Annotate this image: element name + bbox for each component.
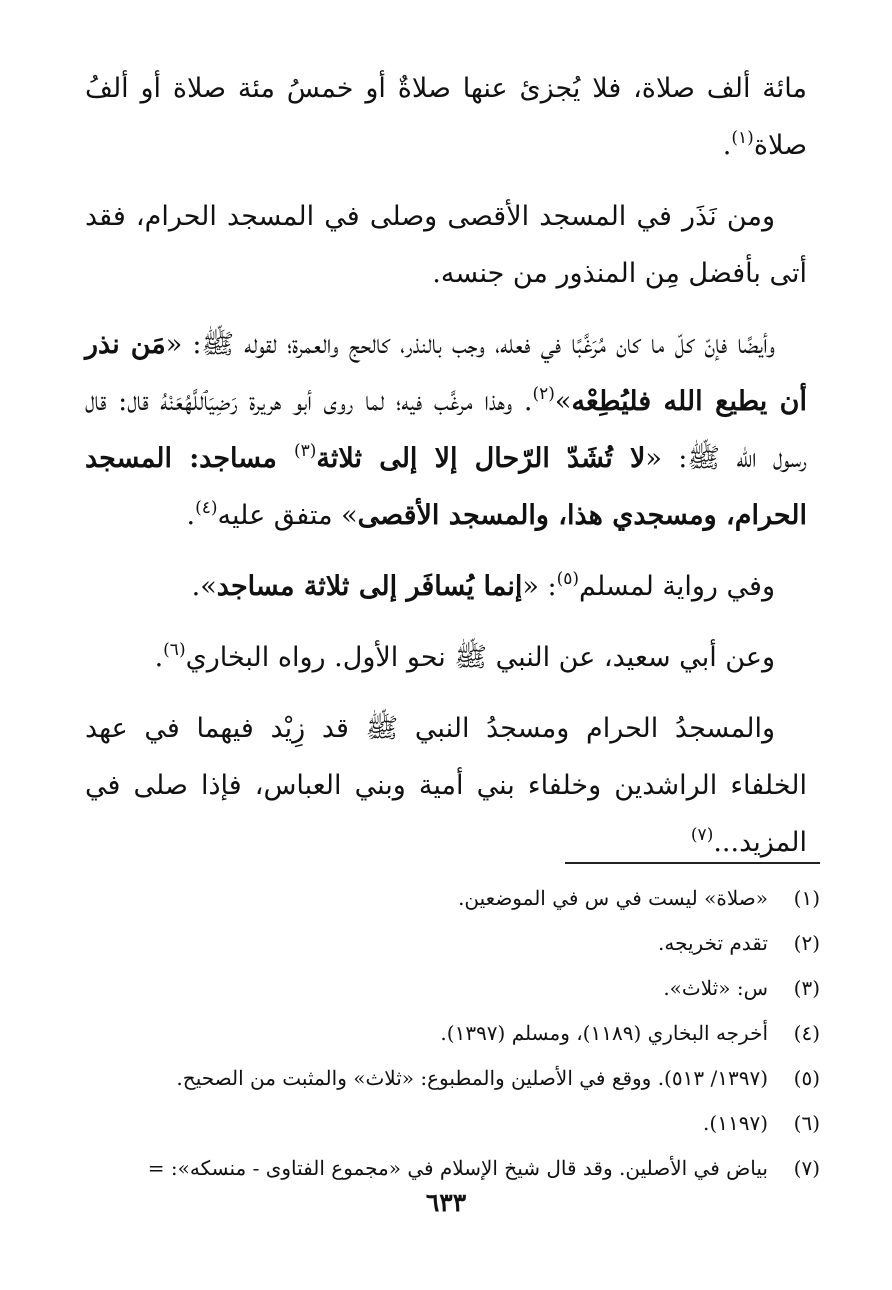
paragraph-2 xyxy=(85,188,807,302)
hadith-quote-2a: لا تُشَدّ الرّحال إلا إلى ثلاثة xyxy=(316,443,646,474)
paragraph-3 xyxy=(85,316,807,544)
footnote-3 xyxy=(60,966,820,1011)
page-number: ٦٣٣ xyxy=(425,1188,467,1217)
paragraph-4-text-a: وفي رواية لمسلم xyxy=(578,571,775,602)
footnote-ref-4: (٤) xyxy=(195,498,218,518)
footnote-number: (١) xyxy=(793,886,820,910)
footnote-text: (١٣٩٧/ ٥١٣). ووقع في الأصلين والمطبوع: «ثلاث» والمثبت من الصحيح. xyxy=(176,1066,768,1090)
paragraph-3-text-a: وأيضًا فإنّ كلّ ما كان مُرَغَّبًا في فعله، وجب بالنذر، كالحج والعمرة؛ لقوله ﷺ: « xyxy=(165,329,775,360)
paragraph-3-text-c: » متفق عليه xyxy=(217,500,358,531)
footnote-text: أخرجه البخاري (١١٨٩)، ومسلم (١٣٩٧). xyxy=(440,1021,768,1045)
footnote-7 xyxy=(60,1146,820,1191)
footnote-number: (٦) xyxy=(793,1111,820,1135)
footnote-6 xyxy=(60,1101,820,1146)
quote-close-1: » xyxy=(554,386,572,417)
paragraph-5-text: وعن أبي سعيد، عن النبي ﷺ نحو الأول. رواه البخاري xyxy=(185,642,775,673)
footnote-4 xyxy=(60,1011,820,1056)
footnote-ref-6: (٦) xyxy=(163,640,186,660)
main-text xyxy=(85,60,807,871)
paragraph-1-end: . xyxy=(722,130,732,161)
footnote-text: س: «ثلاث». xyxy=(663,976,768,1000)
footnote-number: (٢) xyxy=(793,931,820,955)
paragraph-1 xyxy=(85,60,807,174)
paragraph-6 xyxy=(85,700,807,871)
footnote-number: (٣) xyxy=(793,976,820,1000)
paragraph-4-text-b: : « xyxy=(522,571,557,602)
paragraph-3-text-b: . وهذا مرغَّب فيه؛ لما روى أبو هريرة رَضِيَٱللَّهُعَنْهُ قال: قال رسول الله ﷺ: « xyxy=(85,386,807,474)
hadith-quote-3: إنما يُسافَر إلى ثلاثة مساجد xyxy=(216,571,523,602)
paragraph-4-end: ». xyxy=(191,571,217,602)
footnote-ref-1: (١) xyxy=(731,128,754,148)
paragraph-5 xyxy=(85,629,807,686)
footnote-text: (١١٩٧). xyxy=(703,1111,768,1135)
footnote-text: «صلاة» ليست في س في الموضعين. xyxy=(458,886,768,910)
paragraph-4 xyxy=(85,558,807,615)
footnote-separator xyxy=(565,862,820,864)
paragraph-3-end: . xyxy=(186,500,196,531)
footnotes xyxy=(60,876,820,1191)
paragraph-1-text: مائة ألف صلاة، فلا يُجزئ عنها صلاةٌ أو خمسُ مئة صلاة أو ألفُ صلاة xyxy=(85,73,807,161)
hadith-quote-2b: مساجد: المسجد الحرام، ومسجدي هذا، والمسجد الأقصى xyxy=(85,443,807,531)
footnote-text: بياض في الأصلين. وقد قال شيخ الإسلام في «مجموع الفتاوى - منسكه»: = xyxy=(147,1156,768,1180)
footnote-5 xyxy=(60,1056,820,1101)
footnote-number: (٥) xyxy=(793,1066,820,1090)
paragraph-5-end: . xyxy=(154,642,164,673)
footnote-ref-7: (٧) xyxy=(690,825,714,845)
footnote-number: (٤) xyxy=(793,1021,820,1045)
footnote-text: تقدم تخريجه. xyxy=(658,931,768,955)
footnote-1 xyxy=(60,876,820,921)
footnote-ref-2: (٢) xyxy=(532,384,555,404)
paragraph-6-text: والمسجدُ الحرام ومسجدُ النبي ﷺ قد زِيْد فيهما في عهد الخلفاء الراشدين وخلفاء بني أمية وبني العباس، فإذا صلى في المزيد... xyxy=(85,713,807,858)
paragraph-2-text: ومن نَذَر في المسجد الأقصى وصلى في المسجد الحرام، فقد أتى بأفضل مِن المنذور من جنسه. xyxy=(85,201,807,289)
footnote-2 xyxy=(60,921,820,966)
footnote-number: (٧) xyxy=(793,1156,820,1180)
footnote-ref-5: (٥) xyxy=(556,569,579,589)
hadith-quote-1: مَن نذر أن يطيع الله فليُطِعْه xyxy=(85,329,807,417)
footnote-ref-3: (٣) xyxy=(293,441,317,461)
